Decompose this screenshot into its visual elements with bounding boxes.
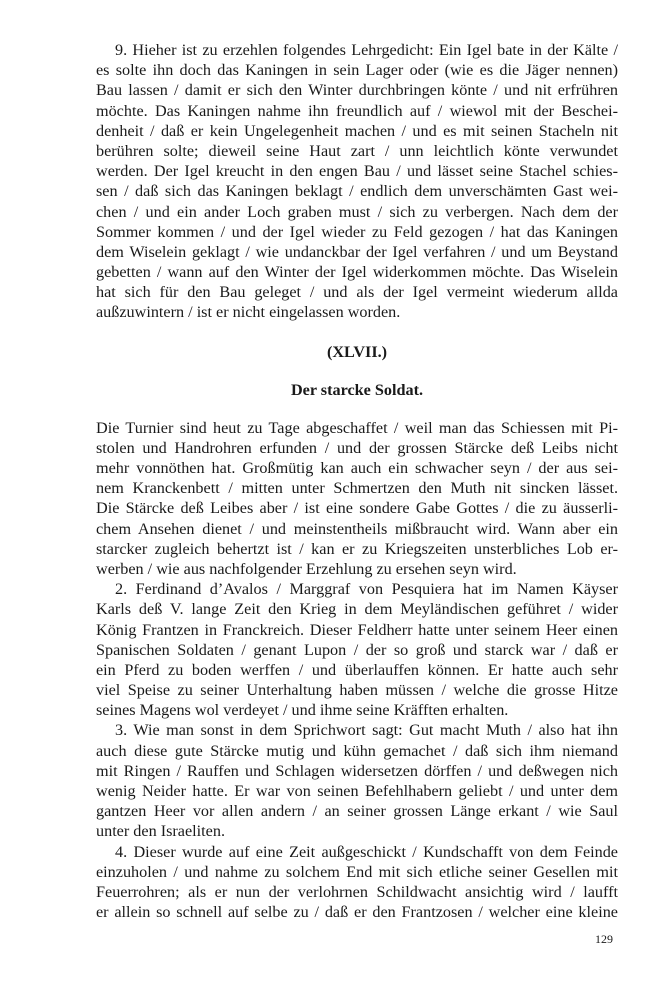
section-number: (XLVII.) xyxy=(326,342,388,361)
text-line: nem Kranckenbett / mitten unter Schmertzen den Muth nit sincken lässet. xyxy=(96,479,618,498)
text-line: es solte ihn doch das Kaningen in sein Lager oder (wie es die Jäger nennen) xyxy=(96,61,618,80)
page-body xyxy=(96,40,618,922)
paragraph-2 xyxy=(96,579,618,720)
text-line: mehr vonnöthen hat. Großmütig kan auch ein schwacher seyn / der aus sei- xyxy=(96,459,618,477)
text-line: sen / daß sich das Kaningen beklagt / endlich dem unverschämten Gast wei- xyxy=(96,182,618,201)
text-line: Bau lassen / damit er sich den Winter durchbringen könte / und nit erfrühren xyxy=(96,81,618,100)
paragraph-3 xyxy=(96,720,618,841)
text-line: denheit / daß er kein Ungelegenheit machen / und es mit seinen Stacheln nit xyxy=(96,121,618,140)
page-number: 129 xyxy=(595,932,613,946)
text-line: Feuerrohren; als er nun der verlohrnen Schildwacht ansichtig wird / laufft xyxy=(96,882,618,901)
section-title: Der starcke Soldat. xyxy=(290,380,424,399)
text-line: einzuholen / und nahme zu solchem End mit sich etliche seiner Gesellen mit xyxy=(96,862,618,881)
text-line: außzuwintern / ist er nicht eingelassen worden. xyxy=(96,303,401,322)
text-line: stolen und Handrohren erfunden / und der grossen Stärcke deß Leibs nicht xyxy=(96,438,618,457)
text-line: seines Magens wol verdeyet / und ihme seine Kräfften erhalten. xyxy=(96,701,509,720)
text-line: 3. Wie man sonst in dem Sprichwort sagt: Gut macht Muth / also hat ihn xyxy=(115,721,618,740)
text-line: 4. Dieser wurde auf eine Zeit außgeschickt / Kundschafft von dem Feinde xyxy=(115,842,618,861)
text-line: unter den Israeliten. xyxy=(96,822,225,841)
text-line: er allein so schnell auf selbe zu / daß er den Frantzosen / welcher eine kleine xyxy=(96,903,618,922)
text-line: starcker zugleich behertzt ist / kan er zu Kriegszeiten unsterbliches Lob er- xyxy=(96,539,618,558)
text-line: gantzen Heer vor allen andern / an seiner grossen Länge erkant / wie Saul xyxy=(96,802,618,821)
text-line: Karls deß V. lange Zeit den Krieg in dem Meyländischen geführet / wider xyxy=(96,600,618,619)
text-line: auch diese gute Stärcke mutig und kühn gemachet / daß sich ihm niemand xyxy=(96,741,618,760)
text-line: Die Turnier sind heut zu Tage abgeschaffet / weil man das Schiessen mit Pi- xyxy=(96,418,618,437)
text-line: gebetten / wann auf den Winter der Igel widerkommen möchte. Das Wiselein xyxy=(96,263,618,282)
text-line: Sommer kommen / und der Igel wieder zu Feld gezogen / hat das Kaningen xyxy=(96,222,618,241)
text-line: werden. Der Igel kreucht in den engen Bau / und lässet seine Stachel schies- xyxy=(96,162,618,181)
text-line: berühren solte; dieweil seine Haut zart / unn leichtlich könte verwundet xyxy=(96,141,618,160)
paragraph-9 xyxy=(96,40,618,323)
text-line: möchte. Das Kaningen nahme ihn freundlich auf / wiewol mit der Beschei- xyxy=(96,101,618,120)
text-line: hat sich für den Bau geleget / und als der Igel vermeint wiederum allda xyxy=(96,283,618,302)
text-line: dem Wiselein geklagt / wie undanckbar der Igel verfahren / und um Beystand xyxy=(96,242,618,261)
paragraph-intro xyxy=(96,418,618,580)
text-line: chem Ansehen dienet / und meinstentheils mißbraucht wird. Wann aber ein xyxy=(96,519,618,538)
paragraph-4 xyxy=(96,842,618,923)
text-line: Spanischen Soldaten / genant Lupon / der so groß und starck war / daß er xyxy=(96,640,618,659)
text-line: ein Pferd zu boden werffen / und überlauffen können. Er hatte auch sehr xyxy=(96,660,618,679)
text-line: chen / und ein ander Loch graben must / sich zu verbergen. Nach dem der xyxy=(96,202,618,221)
text-line: König Frantzen in Franckreich. Dieser Feldherr hatte unter seinem Heer einen xyxy=(96,620,618,639)
text-line: wenig Neider hatte. Er war von seinen Befehlhabern geliebt / und unter dem xyxy=(96,782,618,800)
text-line: 9. Hieher ist zu erzehlen folgendes Lehrgedicht: Ein Igel bate in der Kälte / xyxy=(115,41,618,59)
text-line: Die Stärcke deß Leibes aber / ist eine sondere Gabe Gottes / die zu äusserli- xyxy=(96,499,618,518)
text-line: mit Ringen / Rauffen und Schlagen widersetzen dörffen / und deßwegen nich xyxy=(96,761,618,780)
text-line: 2. Ferdinand d’Avalos / Marggraf von Pesquiera hat im Namen Käyser xyxy=(115,580,618,599)
text-line: viel Speise zu seiner Unterhaltung haben müssen / welche die grosse Hitze xyxy=(96,681,618,700)
text-line: werben / wie aus nachfolgender Erzehlung zu ersehen seyn wird. xyxy=(96,559,517,578)
